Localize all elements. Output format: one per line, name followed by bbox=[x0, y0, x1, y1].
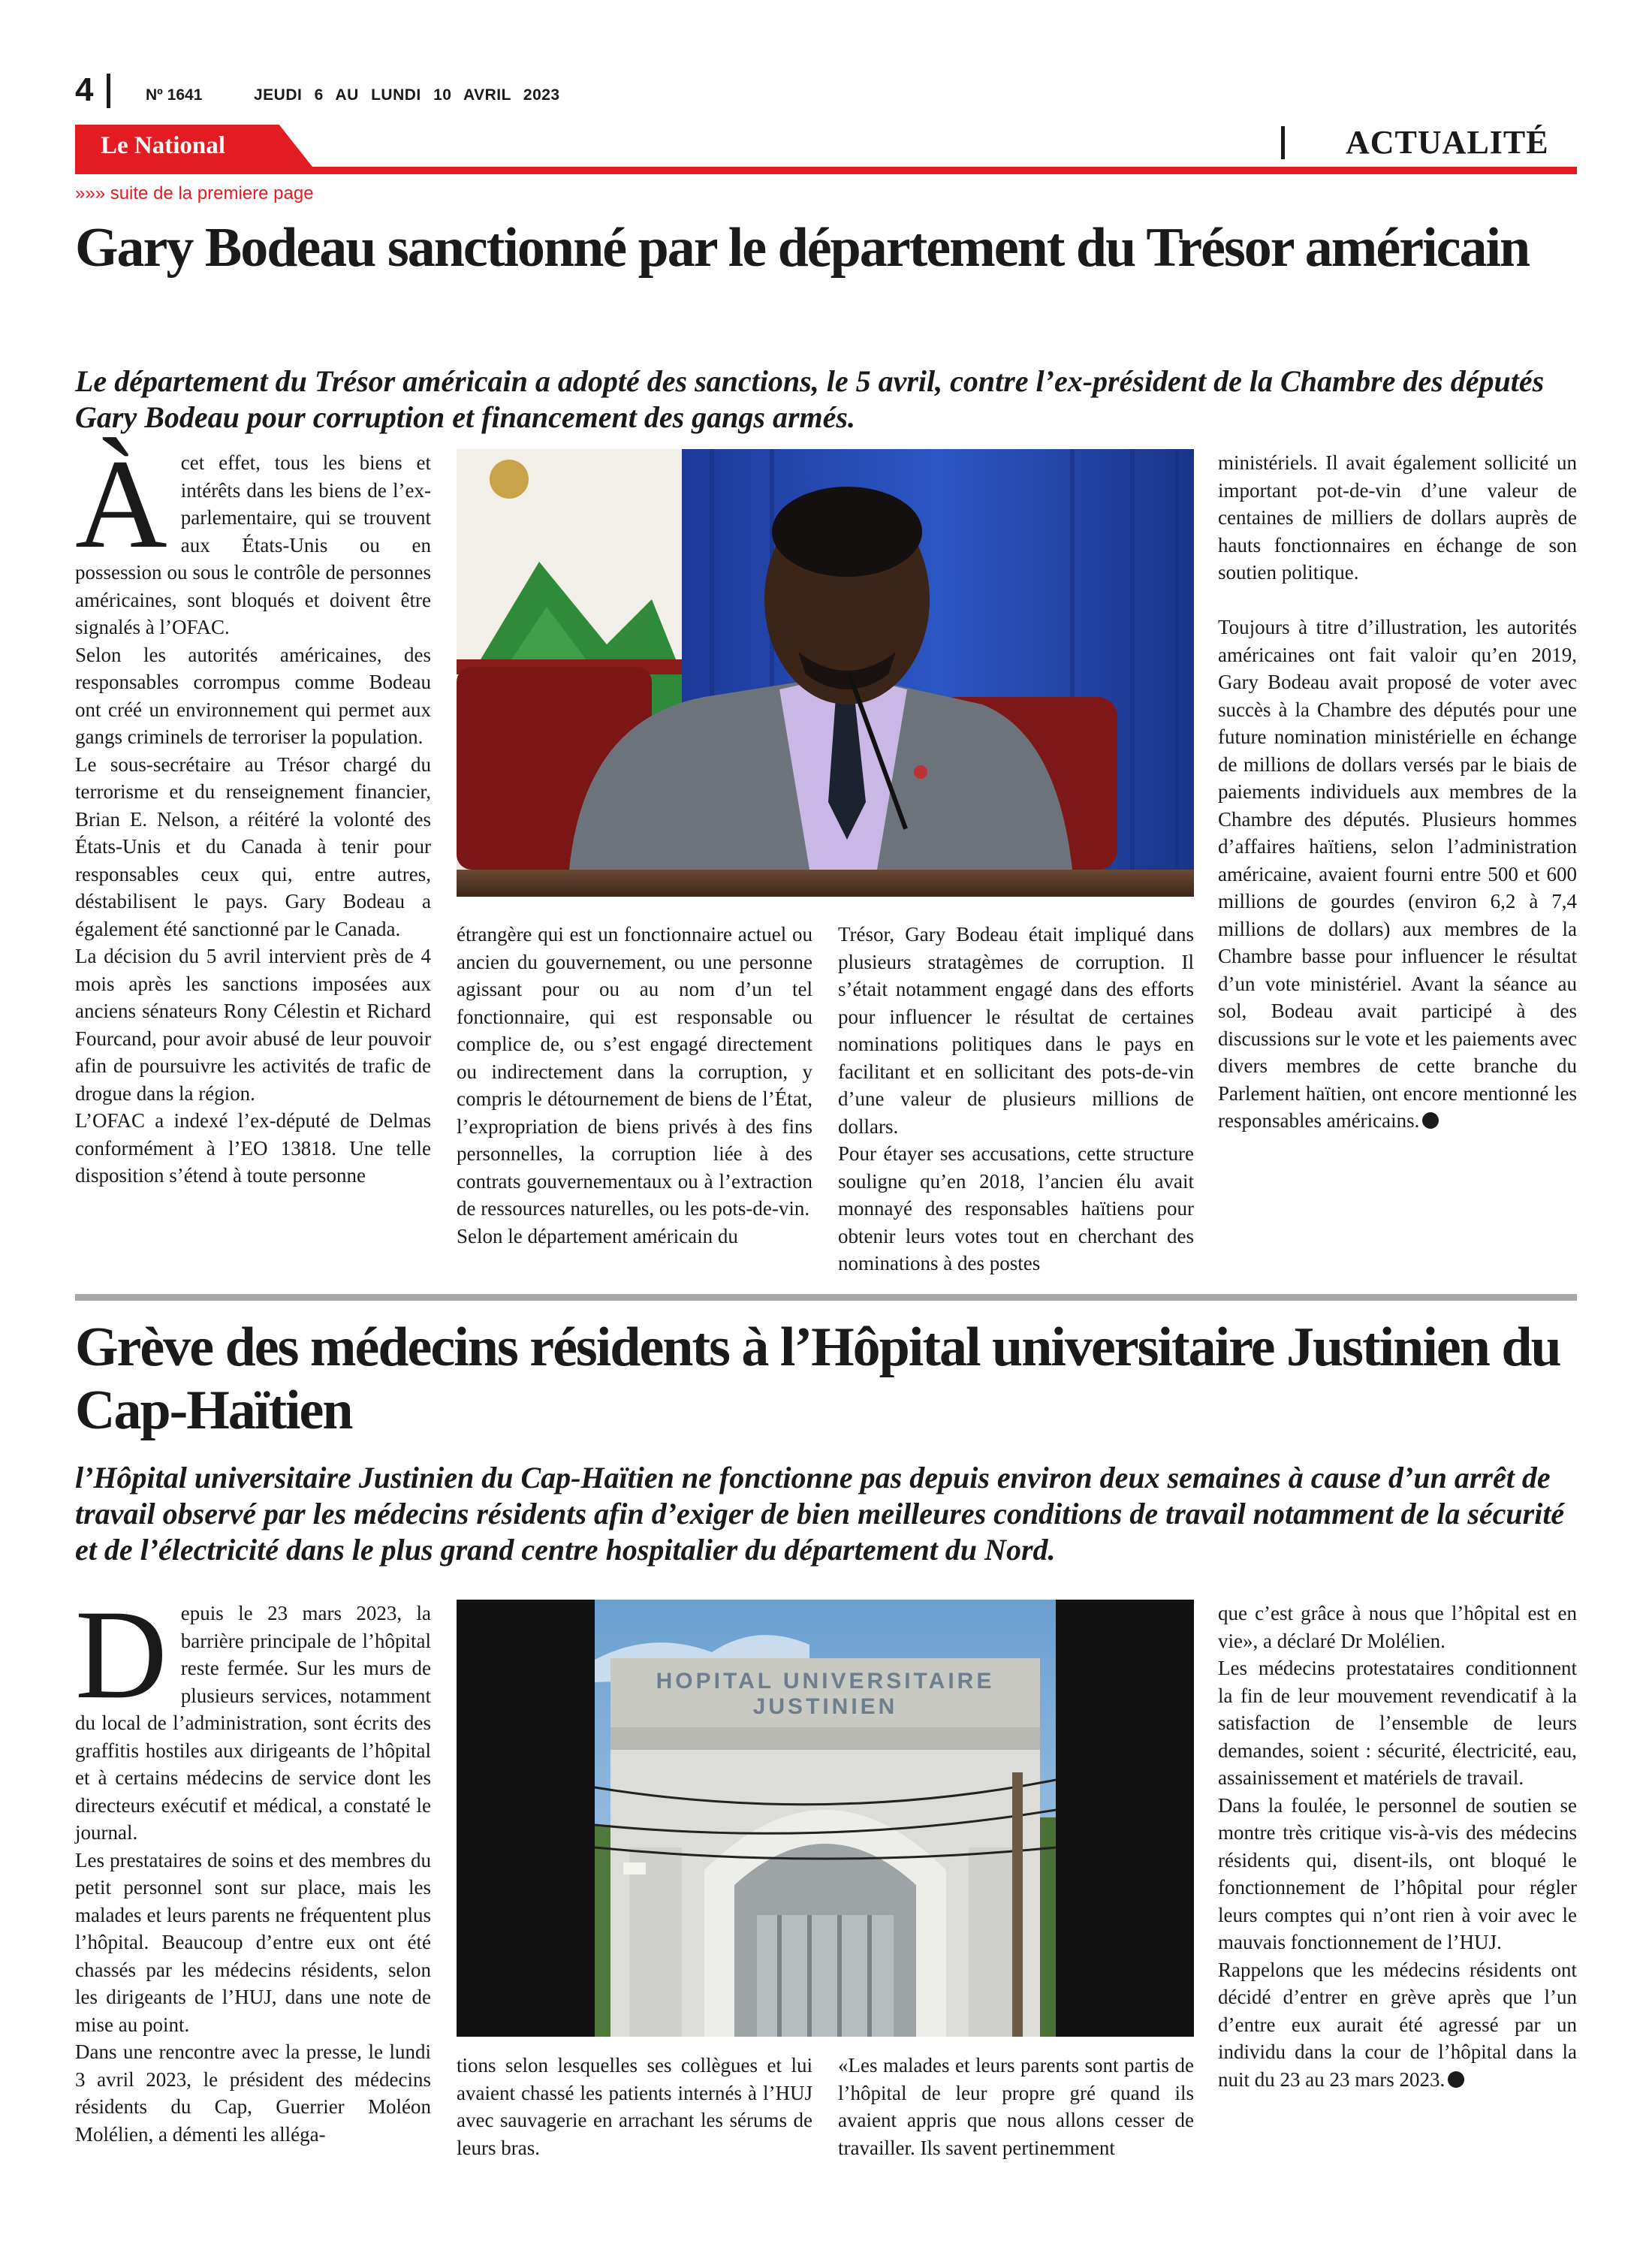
article2-column-4 bbox=[1218, 1600, 1577, 2093]
article1-paragraph: Trésor, Gary Bodeau était impliqué dans plusieurs stratagèmes de corruption. Il s’était notamment engagé dans des efforts pour influencer le résultat de certaines nominations politiques dans le pays en facilitant et en sollicitant des pots-de-vin d’une valeur de plusieurs millions de dollars. bbox=[838, 923, 1194, 1138]
end-of-article-mark bbox=[1448, 2071, 1464, 2088]
issue-number: Nº 1641 bbox=[146, 86, 203, 104]
article-separator bbox=[75, 1294, 1577, 1301]
article1-paragraph: L’OFAC a indexé l’ex-député de Delmas conformément à l’EO 13818. Une telle disposition s’étend à toute personne bbox=[75, 1109, 431, 1187]
article2-paragraph: tions selon lesquelles ses collègues et lui avaient chassé les patients internés à l’HUJ avec sauvagerie en arrachant les sérums de leurs bras. bbox=[457, 2054, 812, 2159]
article1-paragraph: ministériels. Il avait également sollicité un important pot-de-vin d’une valeur de centaines de milliers de dollars auprès de hauts fonctionnaires en échange de son soutien politique. bbox=[1218, 451, 1577, 584]
article1-photo-illustration bbox=[457, 449, 1194, 897]
article2-column-2 bbox=[457, 2052, 812, 2161]
article2-column-1 bbox=[75, 1584, 431, 2148]
article2-paragraph: Dans la foulée, le personnel de soutien se montre très critique vis-à-vis des médecins résidents qui, disent-ils, ont bloqué le fonctionnement de l’hôpital pour régler leurs comptes qui n’ont rien à voir avec le mauvais fonctionnement de l’HUJ. bbox=[1218, 1793, 1577, 1953]
issue-date: JEUDI 6 AU LUNDI 10 AVRIL 2023 bbox=[254, 86, 560, 104]
article2-paragraph: Rappelons que les médecins résidents ont décidé d’entrer en grève après que l’un d’entre eux aurait été agressé par un individu dans la cour de l’hôpital dans la nuit du 23 au 23 mars 2023. bbox=[1218, 1958, 1577, 2091]
article2-photo-illustration bbox=[457, 1600, 1194, 2037]
hospital-sign-line-1: HOPITAL UNIVERSITAIRE bbox=[656, 1669, 995, 1694]
article1-paragraph: Le sous-secrétaire au Trésor chargé du terrorisme et du renseignement financier, Brian E. Nelson, a réitéré la volonté des États-Unis et du Canada à tenir pour responsables ceux qui, entre autres, déstabilisent le pays. Gary Bodeau a également été sanctionné par le Canada. bbox=[75, 753, 431, 940]
article1-paragraph: Toujours à titre d’illustration, les autorités américaines ont fait valoir qu’en 2019, Gary Bodeau avait proposé de voter avec succès à la Chambre des députés pour une future nomination ministérielle en échange de millions de dollars versés par le biais de paiements individuels aux membres de la Chambre des députés. Plusieurs hommes d’affaires haïtiens, selon l’administration américaine, avaient fourni entre 500 et 600 millions de gourdes (environ 6,2 à 7,4 millions de dollars) aux membres de la Chambre basse pour influencer le résultat d’un vote ministériel. Avant la séance au sol, Bodeau avait participé à des discussions sur le vote et les paiements avec divers membres de cette branche du Parlement haïtien, ont encore mentionné les responsables américains. bbox=[1218, 616, 1577, 1132]
article2-photo-hopital-justinien bbox=[457, 1600, 1194, 2037]
article2-dropcap: D bbox=[75, 1584, 167, 1725]
article2-paragraph: que c’est grâce à nous que l’hôpital est en vie», a déclaré Dr Molélien. bbox=[1218, 1602, 1577, 1652]
page-number: 4 bbox=[75, 71, 94, 108]
article2-paragraph: Dans une rencontre avec la presse, le lundi 3 avril 2023, le président des médecins résidents du Cap, Guerrier Moléon Molélien, a démenti les alléga- bbox=[75, 2040, 431, 2146]
article1-paragraph: étrangère qui est un fonctionnaire actuel ou ancien du gouvernement, ou une personne agissant pour ou au nom d’un tel fonctionnaire, qui est responsable ou complice de, ou s’est engagé directement ou indirectement dans la corruption, y compris le détournement de biens de l’État, l’expropriation de biens privés à des fins personnelles, la corruption liée à des contrats gouvernementaux ou à l’extraction de ressources naturelles, ou les pots-de-vin. bbox=[457, 923, 812, 1220]
hospital-sign-line-2: JUSTINIEN bbox=[752, 1694, 898, 1719]
section-divider bbox=[1281, 126, 1285, 159]
brand-name: Le National bbox=[101, 132, 225, 159]
article2-headline: Grève des médecins résidents à l’Hôpital universitaire Justinien du Cap-Haïtien bbox=[75, 1317, 1560, 1441]
article1-column-4 bbox=[1218, 449, 1577, 1135]
article1-paragraph: Pour étayer ses accusations, cette structure souligne qu’en 2018, l’ancien élu avait monnayé des responsables haïtiens pour obtenir leurs votes tout en cherchant des nominations à des postes bbox=[838, 1142, 1194, 1274]
article2-lead: l’Hôpital universitaire Justinien du Cap-Haïtien ne fonctionne pas depuis environ deux semaines à cause d’un arrêt de travail observé par les médecins résidents afin d’exiger de bien meilleures conditions de travail notamment de la sécurité et de l’électricité dans le plus grand centre hospitalier du département du Nord. bbox=[75, 1461, 1565, 1567]
page-number-divider bbox=[107, 74, 110, 108]
article1-paragraph: Selon les autorités américaines, des responsables corrompus comme Bodeau ont créé un environnement qui permet aux gangs criminels de terroriser la population. bbox=[75, 643, 431, 748]
article2-paragraph: epuis le 23 mars 2023, la barrière principale de l’hôpital reste fermée. Sur les murs de plusieurs services, notamment du local de l’administration, sont écrits des graffitis hostiles aux dirigeants de l’hôpital et à certains médecins de service dont les directeurs exécutif et médical, a constaté le journal. bbox=[75, 1602, 431, 1844]
article1-headline: Gary Bodeau sanctionné par le département du Trésor américain bbox=[75, 217, 1530, 279]
article1-column-1 bbox=[75, 433, 431, 1190]
article1-lead: Le département du Trésor américain a adopté des sanctions, le 5 avril, contre l’ex-président de la Chambre des députés Gary Bodeau pour corruption et financement des gangs armés. bbox=[75, 364, 1545, 434]
header-red-rule bbox=[75, 167, 1577, 174]
end-of-article-mark bbox=[1422, 1112, 1439, 1129]
article1-column-2 bbox=[457, 921, 812, 1250]
article1-dropcap: À bbox=[75, 433, 167, 575]
article2-paragraph: Les prestataires de soins et des membres du petit personnel sont sur place, mais les malades et leurs parents ne fréquentent plus l’hôpital. Beaucoup d’entre eux ont été chassés par les médecins résidents, selon les dirigeants de l’HUJ, dans une note de mise au point. bbox=[75, 1848, 431, 2036]
article1-paragraph: La décision du 5 avril intervient près de 4 mois après les sanctions imposées aux anciens sénateurs Rony Célestin et Richard Fourcand, pour avoir abusé de leur pouvoir afin de poursuivre les activités de trafic de drogue dans la région. bbox=[75, 945, 431, 1105]
paragraph-spacer bbox=[1218, 587, 1577, 614]
continued-note: »»» suite de la premiere page bbox=[75, 183, 314, 204]
article1-photo-gary-bodeau bbox=[457, 449, 1194, 897]
article1-paragraph: cet effet, tous les biens et intérêts dans les biens de l’ex-parlementaire, qui se trouvent aux États-Unis ou en possession ou sous le contrôle de personnes américaines, sont bloqués et doivent être signalés à l’OFAC. bbox=[75, 451, 431, 638]
article2-paragraph: Les médecins protestataires conditionnent la fin de leur mouvement revendicatif à la satisfaction de l’ensemble de leurs demandes, soient : sécurité, électricité, eau, assainissement et matériels de travail. bbox=[1218, 1657, 1577, 1789]
article2-paragraph: «Les malades et leurs parents sont partis de l’hôpital de leur propre gré quand ils avaient appris que nous allons cesser de travailler. Ils savent pertinemment bbox=[838, 2054, 1194, 2159]
section-label: ACTUALITÉ bbox=[1346, 124, 1549, 161]
article2-column-3 bbox=[838, 2052, 1194, 2161]
article1-column-3 bbox=[838, 921, 1194, 1277]
article1-paragraph: Selon le département américain du bbox=[457, 1224, 738, 1247]
